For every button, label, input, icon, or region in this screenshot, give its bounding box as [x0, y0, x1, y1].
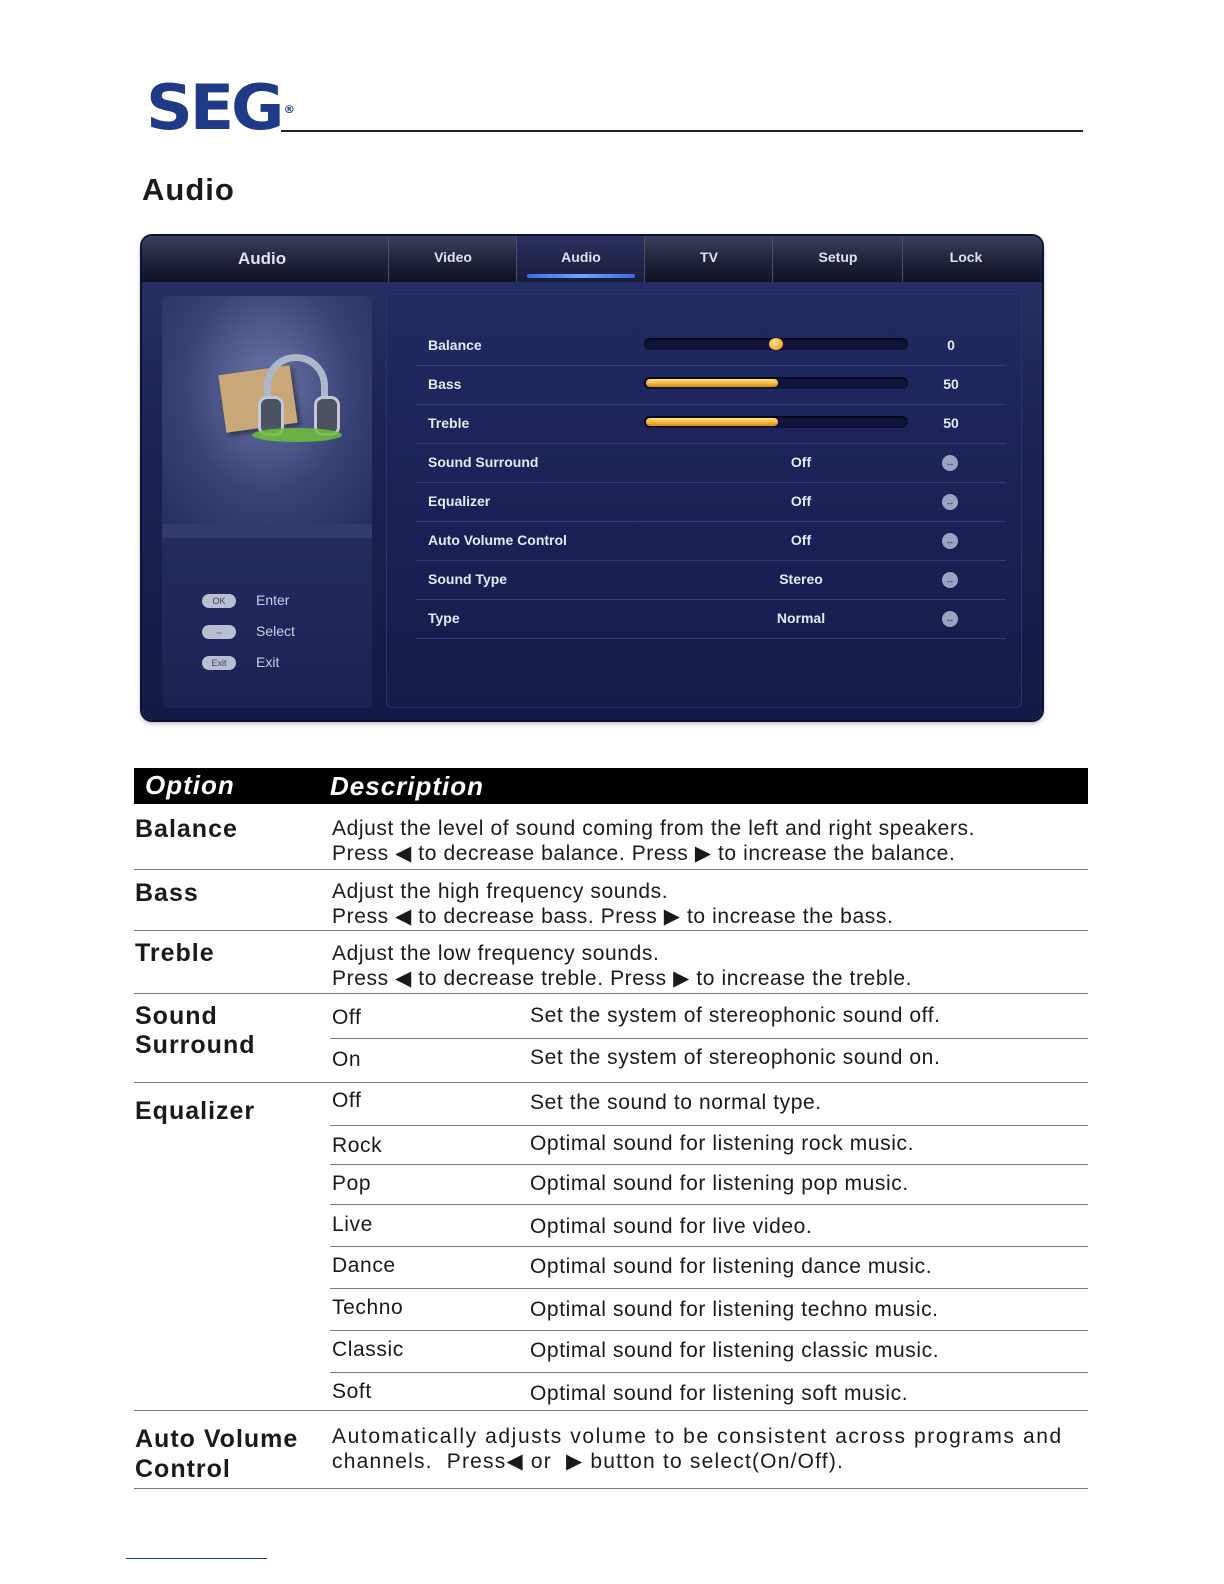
description-avc-1: Automatically adjusts volume to be consistent across programs and [332, 1425, 1063, 1448]
grass-base-icon [252, 428, 342, 442]
setting-eq-soft: Soft [332, 1380, 372, 1403]
description-surround-off: Set the system of stereophonic sound off. [530, 1004, 941, 1027]
panel-divider [162, 524, 372, 538]
description-eq-dance: Optimal sound for listening dance music. [530, 1255, 933, 1278]
seg-logo [146, 71, 296, 144]
treble-slider[interactable] [644, 416, 908, 428]
active-tab-indicator [527, 274, 635, 278]
setting-eq-dance: Dance [332, 1254, 396, 1277]
description-treble-1: Adjust the low frequency sounds. [332, 942, 660, 965]
menu-title: Audio [238, 249, 287, 268]
option-sound-surround-line2: Surround [135, 1031, 256, 1059]
audio-illustration [162, 296, 372, 524]
page-title: Audio [142, 172, 235, 207]
row-divider [134, 1082, 1088, 1083]
menu-row-balance[interactable]: Balance 0 [416, 326, 1006, 366]
description-bass-2: Press ◀ to decrease bass. Press ▶ to increase the bass. [332, 905, 894, 928]
footer-rule [126, 1558, 267, 1559]
setting-eq-rock: Rock [332, 1134, 383, 1157]
menu-tab-bar [142, 236, 1042, 282]
description-treble-2: Press ◀ to decrease treble. Press ▶ to increase the treble. [332, 967, 913, 990]
row-divider [134, 1488, 1088, 1489]
tab-video[interactable]: Video [388, 236, 517, 282]
menu-row-sound-surround[interactable]: Sound Surround Off ↔ [416, 443, 1006, 483]
left-right-arrow-icon[interactable]: ↔ [942, 533, 958, 549]
description-eq-classic: Optimal sound for listening classic music. [530, 1339, 940, 1362]
menu-row-equalizer[interactable]: Equalizer Off ↔ [416, 482, 1006, 522]
row-divider [330, 1164, 1088, 1165]
description-surround-on: Set the system of stereophonic sound on. [530, 1046, 941, 1069]
dpad-key-icon: ⇔ [202, 625, 236, 639]
option-bass: Bass [135, 879, 199, 907]
exit-key-icon: Exit [202, 656, 236, 670]
tab-setup[interactable]: Setup [772, 236, 903, 282]
description-bass-1: Adjust the high frequency sounds. [332, 880, 669, 903]
tab-audio[interactable]: Audio [516, 236, 645, 282]
option-equalizer: Equalizer [135, 1097, 256, 1125]
table-header [134, 768, 1088, 804]
tv-audio-menu [142, 236, 1042, 720]
bass-slider[interactable] [644, 377, 908, 389]
description-eq-soft: Optimal sound for listening soft music. [530, 1382, 909, 1405]
registered-mark: ® [283, 103, 296, 116]
left-right-arrow-icon[interactable]: ↔ [942, 611, 958, 627]
description-balance-2: Press ◀ to decrease balance. Press ▶ to increase the balance. [332, 842, 956, 865]
menu-row-sound-type[interactable]: Sound Type Stereo ↔ [416, 560, 1006, 600]
bass-slider-fill [646, 379, 778, 387]
option-balance: Balance [135, 815, 238, 843]
description-eq-rock: Optimal sound for listening rock music. [530, 1132, 915, 1155]
header-description: Description [330, 771, 485, 801]
row-divider [330, 1288, 1088, 1289]
row-divider [330, 1125, 1088, 1126]
description-eq-techno: Optimal sound for listening techno music. [530, 1298, 939, 1321]
description-eq-live: Optimal sound for live video. [530, 1215, 813, 1238]
menu-row-type[interactable]: Type Normal ↔ [416, 599, 1006, 639]
option-auto-volume-control-line2: Control [135, 1455, 231, 1483]
menu-settings-list [386, 294, 1022, 708]
setting-eq-off: Off [332, 1089, 362, 1112]
header-option: Option [145, 770, 235, 800]
description-eq-pop: Optimal sound for listening pop music. [530, 1172, 909, 1195]
left-right-arrow-icon[interactable]: ↔ [942, 572, 958, 588]
setting-eq-pop: Pop [332, 1172, 372, 1195]
treble-slider-fill [646, 418, 778, 426]
setting-eq-techno: Techno [332, 1296, 404, 1319]
description-avc-2: channels. Press◀ or ▶ button to select(On/Off). [332, 1450, 845, 1473]
setting-surround-off: Off [332, 1006, 362, 1029]
description-balance-1: Adjust the level of sound coming from the left and right speakers. [332, 817, 976, 840]
row-divider [134, 930, 1088, 931]
menu-side-panel: OK Enter ⇔ Select Exit Exit [162, 296, 372, 708]
row-divider [330, 1330, 1088, 1331]
row-divider [134, 869, 1088, 870]
balance-slider[interactable] [644, 338, 908, 350]
option-sound-surround-line1: Sound [135, 1002, 218, 1030]
left-right-arrow-icon[interactable]: ↔ [942, 494, 958, 510]
logo-text: SEG [146, 71, 282, 144]
setting-surround-on: On [332, 1048, 362, 1071]
menu-row-treble[interactable]: Treble 50 [416, 404, 1006, 444]
tab-lock[interactable]: Lock [902, 236, 1029, 282]
row-divider [330, 1246, 1088, 1247]
row-divider [134, 993, 1088, 994]
option-auto-volume-control-line1: Auto Volume [135, 1425, 299, 1453]
ok-key-icon: OK [202, 594, 236, 608]
row-divider [330, 1038, 1088, 1039]
balance-slider-knob[interactable] [769, 338, 783, 350]
row-divider [330, 1204, 1088, 1205]
row-divider [134, 1410, 1088, 1411]
header-rule [281, 130, 1083, 132]
left-right-arrow-icon[interactable]: ↔ [942, 455, 958, 471]
setting-eq-live: Live [332, 1213, 373, 1236]
row-divider [330, 1372, 1088, 1373]
option-treble: Treble [135, 939, 215, 967]
menu-row-bass[interactable]: Bass 50 [416, 365, 1006, 405]
setting-eq-classic: Classic [332, 1338, 404, 1361]
menu-row-auto-volume-control[interactable]: Auto Volume Control Off ↔ [416, 521, 1006, 561]
description-eq-off: Set the sound to normal type. [530, 1091, 822, 1114]
tab-tv[interactable]: TV [644, 236, 773, 282]
